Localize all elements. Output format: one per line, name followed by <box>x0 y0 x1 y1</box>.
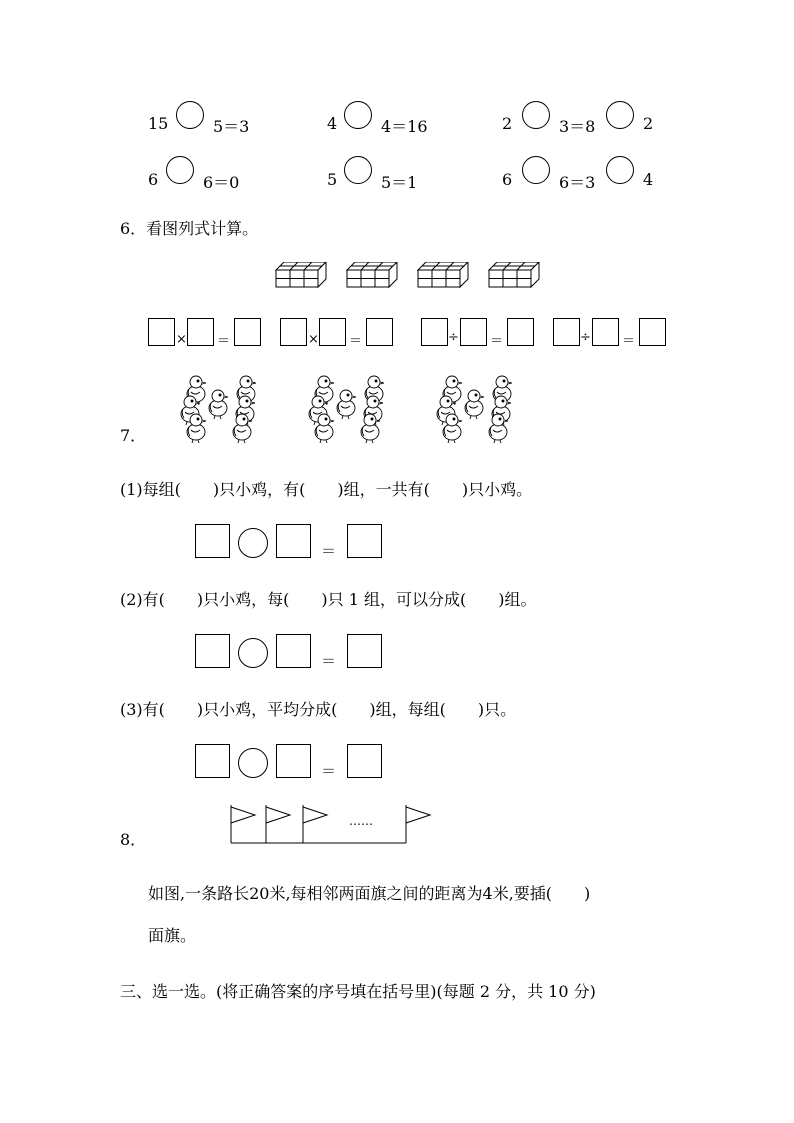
answer-circle[interactable] <box>606 101 634 129</box>
q8-text-line1: 如图,一条路长20米,每相邻两面旗之间的距离为4米,要插( ) <box>148 884 591 903</box>
answer-box[interactable] <box>148 318 175 346</box>
equals-sign: ＝ <box>321 652 337 670</box>
answer-box[interactable] <box>195 744 230 778</box>
eq4-right: 6＝0 <box>203 173 240 192</box>
q7-part1-text: (1)每组( )只小鸡，有( )组，一共有( )只小鸡。 <box>120 480 533 499</box>
eq2-right: 4＝16 <box>381 117 428 136</box>
op-equals: ＝ <box>490 334 504 349</box>
eq6-tail: 4 <box>643 170 654 189</box>
block-figures <box>270 262 560 302</box>
op-equals: ＝ <box>217 334 231 349</box>
section-3-heading: 三、选一选。(将正确答案的序号填在括号里)(每题 2 分，共 10 分) <box>120 982 596 1001</box>
op-divide: ÷ <box>580 330 591 345</box>
q8-text-line2: 面旗。 <box>148 926 197 945</box>
op-equals: ＝ <box>622 334 636 349</box>
eq5-left: 5 <box>327 170 338 189</box>
op-times: × <box>176 332 187 347</box>
q8-number: 8． <box>120 830 147 849</box>
eq6-right: 6＝3 <box>559 173 596 192</box>
answer-box[interactable] <box>234 318 261 346</box>
answer-box[interactable] <box>319 318 346 346</box>
eq4-left: 6 <box>148 170 159 189</box>
eq3-right: 3＝8 <box>559 117 596 136</box>
answer-box[interactable] <box>553 318 580 346</box>
operator-circle[interactable] <box>238 638 268 668</box>
op-divide: ÷ <box>448 330 459 345</box>
answer-box[interactable] <box>195 634 230 668</box>
answer-box[interactable] <box>421 318 448 346</box>
eq5-right: 5＝1 <box>381 173 418 192</box>
answer-circle[interactable] <box>344 156 372 184</box>
eq6-left: 6 <box>502 170 513 189</box>
answer-box[interactable] <box>347 634 382 668</box>
eq1-right: 5＝3 <box>213 117 250 136</box>
answer-circle[interactable] <box>522 156 550 184</box>
answer-box[interactable] <box>280 318 307 346</box>
q7-number: 7． <box>120 426 147 445</box>
answer-circle[interactable] <box>166 156 194 184</box>
answer-box[interactable] <box>276 744 311 778</box>
answer-box[interactable] <box>276 634 311 668</box>
q7-part3-text: (3)有( )只小鸡，平均分成( )组，每组( )只。 <box>120 700 517 719</box>
answer-circle[interactable] <box>344 101 372 129</box>
q7-part2-text: (2)有( )只小鸡，每( )只 1 组，可以分成( )组。 <box>120 590 537 609</box>
operator-circle[interactable] <box>238 748 268 778</box>
q6-title: 6．看图列式计算。 <box>120 219 259 238</box>
eq3-tail: 2 <box>643 114 654 133</box>
answer-circle[interactable] <box>522 101 550 129</box>
operator-circle[interactable] <box>238 528 268 558</box>
equals-sign: ＝ <box>321 542 337 560</box>
equals-sign: ＝ <box>321 762 337 780</box>
op-times: × <box>308 332 319 347</box>
eq1-left: 15 <box>148 114 169 133</box>
answer-circle[interactable] <box>606 156 634 184</box>
op-equals: ＝ <box>349 334 363 349</box>
eq2-left: 4 <box>327 114 338 133</box>
flag-road-figure <box>225 803 440 849</box>
answer-box[interactable] <box>366 318 393 346</box>
answer-box[interactable] <box>347 524 382 558</box>
flag-ellipsis: …… <box>349 814 373 828</box>
answer-box[interactable] <box>347 744 382 778</box>
answer-box[interactable] <box>460 318 487 346</box>
answer-box[interactable] <box>195 524 230 558</box>
answer-box[interactable] <box>187 318 214 346</box>
answer-box[interactable] <box>507 318 534 346</box>
answer-circle[interactable] <box>176 101 204 129</box>
chick-groups <box>178 372 523 444</box>
eq3-left: 2 <box>502 114 513 133</box>
answer-box[interactable] <box>592 318 619 346</box>
answer-box[interactable] <box>276 524 311 558</box>
answer-box[interactable] <box>639 318 666 346</box>
